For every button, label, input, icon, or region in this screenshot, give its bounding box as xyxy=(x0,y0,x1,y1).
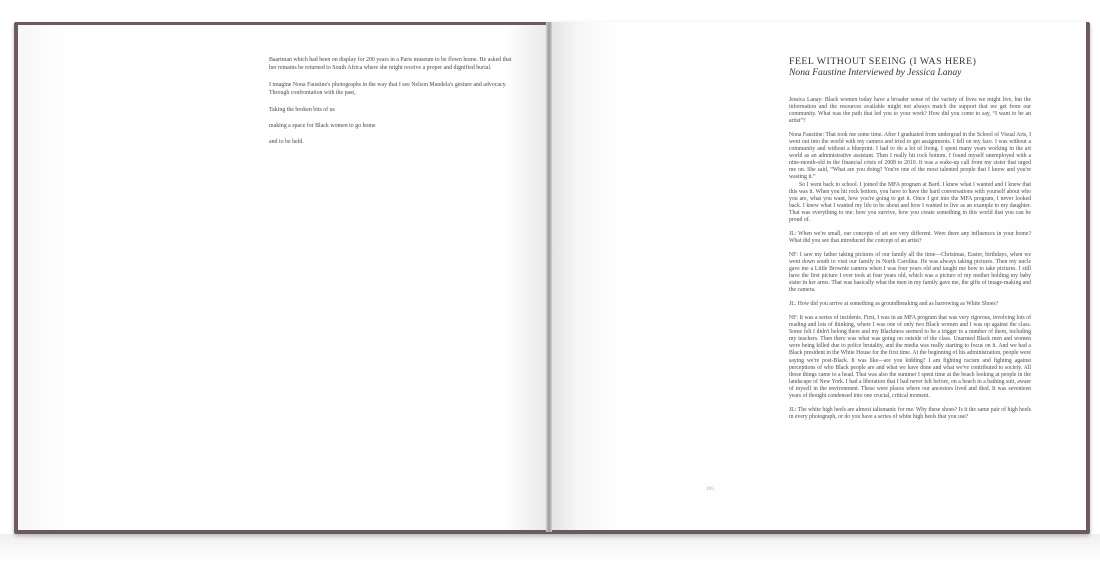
interview-paragraph: JL: The white high heels are almost talismanic for me. Why these shoes? Is it the same pair of high heels in every photograph, or do you have a series of white high heels that you use? xyxy=(789,406,1031,420)
interview-paragraph: Jessica Lanay: Black women today have a broader sense of the variety of lives we might live, but the information and the resources available might not always match the support that we get from our community. What was the path that led you to your work? How did you come to say, “I want to be an artist”? xyxy=(789,97,1031,125)
left-paragraph: I imagine Nona Faustine's photographs in the way that I see Nelson Mandela's gesture and advocacy. Through confrontation with the past, xyxy=(269,81,507,97)
page-number: 105 xyxy=(705,486,715,492)
interview-paragraph: Nona Faustine: That took me some time. After I graduated from undergrad in the School of Visual Arts, I went out into the world with my camera and tried to get assignments. I fell on my face. I was without a community and without a blueprint. I had to do a lot of living. I spent many years working in the art world as an administrative assistant. Then I really hit rock bottom. I found myself unemployed with a nine-month-old in the financial crisis of 2008 to 2010. It was a wake-up call from my sister that urged me on. She said, “What are you doing? You're one of the most talented people that I know and you're wasting it.” xyxy=(789,132,1031,181)
essay-subtitle: Nona Faustine Interviewed by Jessica Lanay xyxy=(789,67,962,78)
left-page-text xyxy=(269,56,517,155)
interview-paragraph: JL: When we're small, our concepts of art are very different. Were there any influences in your home? What did you see that introduced the concept of an artist? xyxy=(789,230,1031,244)
interview-paragraph: NF: I saw my father taking pictures of our family all the time—Christmas, Easter, birthdays, when we went down south to visit our family in North Carolina. He was always taking pictures. Then my uncle gave me a Little Brownie camera when I was four years old and taught me how to take pictures. I still have the first picture I ever took at four years old, which was a picture of my mother holding my baby sister in her arms. That was basically what the men in my family gave me, the gifts of image-making and the camera. xyxy=(789,251,1031,294)
left-paragraph: Taking the broken bits of us xyxy=(269,106,335,113)
book-shadow xyxy=(0,534,1100,562)
essay-title: FEEL WITHOUT SEEING (I WAS HERE) xyxy=(789,56,977,67)
left-paragraph: Baartman which had been on display for 200 years in a Paris museum to be flown home. He asked that her remains be returned to South Africa where she might receive a proper and dignified burial. xyxy=(269,57,512,72)
right-page-text xyxy=(789,97,1031,428)
interview-paragraph: So I went back to school. I joined the MFA program at Bard. I knew what I wanted and I knew that this was it. When you hit rock bottom, you have to have the hard conversations with yourself about who you are, what you want, how you're going to get it. Once I got into the MFA program, I never looked back. I knew what I wanted my life to be about and how I wanted to live as an example to my daughter. That was everything to me: how you survive, how you create something in this world that you can be proud of. xyxy=(789,181,1031,223)
left-paragraph: and to be held. xyxy=(269,139,304,146)
book-gutter xyxy=(546,22,552,532)
left-paragraph: making a space for Black women to go home xyxy=(269,123,376,130)
interview-paragraph: NF: It was a series of incidents. First, I was in an MFA program that was very rigorous, involving lots of reading and lots of thinking, where I was one of only two Black women and I was up against the class. Some felt I didn't belong there and my Blackness seemed to be a trigger to a number of them, including my teachers. Then there was what was going on outside of the class. Unarmed Black men and women were being killed due to police brutality, and the media was really starting to focus on it. And we had a Black president in the White House for the first time. At the beginning of his administration, people were saying we're post-Black. It was like—are you kidding? I am fighting racism and fighting against perceptions of who Black people are and what we have done and what we've contributed to society. All those things came to a head. That was also the summer I spent time at the beach looking at people in the landscape of New York. I had a liberation that I had never felt before, on a beach in a bathing suit, aware of myself in the environment. These were places where our ancestors lived and died. It was seventeen years of thought condensed into one crucial, critical moment. xyxy=(789,315,1031,399)
interview-paragraph: JL: How did you arrive at something as groundbreaking and as harrowing as White Shoes? xyxy=(789,301,999,308)
